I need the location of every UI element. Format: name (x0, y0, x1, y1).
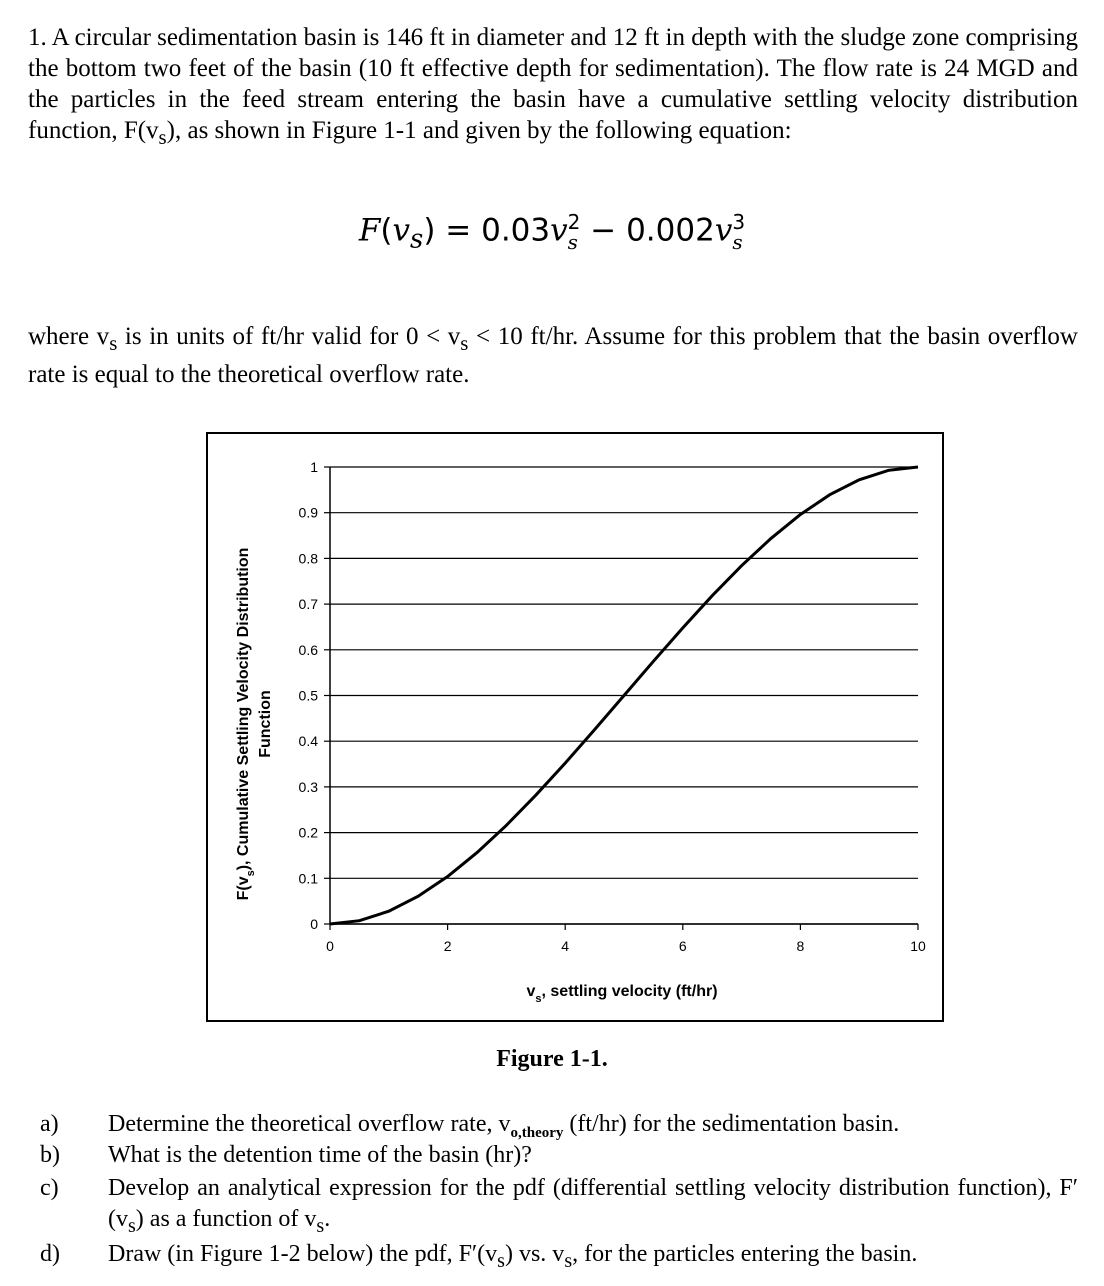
problem-intro-text: A circular sedimentation basin is 146 ft in diameter and 12 ft in depth with the sludge zone comprising the bottom two feet of the basin (10 ft effective depth for sedimentation). The flow rate is 24 MGD and the particles in the feed stream entering the basin have a cumulative settling velocity distribution function, F(v (28, 24, 1078, 144)
eq-sign: = (435, 212, 482, 249)
x-tick-label-5: 10 (910, 938, 926, 954)
x-tick-label-1: 2 (443, 938, 452, 954)
eq-sub1: s (567, 230, 578, 254)
where-text-2: is in units of ft/hr valid for 0 < v (117, 323, 461, 350)
question-d-text-end: , for the particles entering the basin. (572, 1241, 918, 1267)
question-c-text: Develop an analytical expression for the pdf (differential settling velocity distribution function), F′(v (108, 1175, 1078, 1232)
question-a-label: a) (40, 1111, 59, 1137)
question-c-label: c) (40, 1175, 59, 1201)
where-text-1: where v (28, 323, 110, 350)
y-tick-label-5: 0.5 (298, 687, 318, 704)
eq-minus: − (580, 212, 627, 249)
x-tick-label-0: 0 (326, 938, 334, 954)
problem-number: 1. (28, 24, 47, 51)
figure-caption: Figure 1-1. (496, 1046, 608, 1072)
y-tick-labels (299, 459, 319, 932)
question-c-text-end: . (324, 1206, 331, 1232)
x-tick-labels (326, 938, 926, 954)
y-tick-label-8: 0.8 (298, 550, 318, 567)
x-tick-label-4: 8 (796, 938, 805, 954)
y-tick-label-7: 0.7 (298, 596, 318, 613)
y-tick-label-0: 0 (310, 916, 318, 932)
question-c-sub2: s (316, 1214, 325, 1237)
eq-var1: v (550, 212, 568, 249)
chart-svg (208, 434, 946, 1024)
eq-sub2: s (732, 230, 743, 254)
eq-func: F (358, 212, 381, 249)
eq-coef1: 0.03 (481, 212, 551, 249)
where-paragraph (28, 321, 1078, 390)
where-sub-2: s (460, 331, 469, 355)
question-a-text-end: (ft/hr) for the sedimentation basin. (563, 1111, 900, 1137)
question-d-sub: s (497, 1249, 505, 1272)
question-d-sub2: s (564, 1249, 573, 1272)
y-tick-label-10: 1 (310, 459, 318, 475)
x-tick-label-2: 4 (561, 938, 570, 954)
y-tick-label-2: 0.2 (298, 824, 318, 841)
question-d-label: d) (40, 1241, 60, 1267)
figure-1-1 (206, 432, 944, 1022)
y-tick-label-3: 0.3 (298, 778, 318, 795)
y-axis-title-line1: $F(v_s)$, Cumulative Settling Velocity Distribution (235, 547, 257, 901)
question-b-text: What is the detention time of the basin (hr)? (108, 1142, 532, 1168)
eq-var2: v (714, 212, 733, 249)
question-d-text-2: ) vs. v (504, 1241, 565, 1267)
eq-exp2: 3 (732, 210, 746, 234)
question-c-sub: s (128, 1214, 136, 1237)
problem-intro-end: ), as shown in Figure 1-1 and given by the following equation: (166, 117, 792, 144)
x-axis-title: $v_s$, settling velocity (ft/hr) (526, 983, 718, 1005)
y-tick-label-6: 0.6 (298, 641, 318, 658)
equation: $F(v_s) = 0.03v$ 2 s − 0.002v 3 s (358, 210, 746, 255)
intro-subscript: s (158, 125, 167, 149)
y-tick-label-1: 0.1 (298, 870, 318, 887)
where-sub-1: s (109, 331, 118, 355)
eq-exp1: 2 (567, 210, 581, 234)
question-a-text: Determine the theoretical overflow rate, v (108, 1111, 511, 1137)
y-tick-label-4: 0.4 (298, 733, 318, 750)
eq-sub: s (410, 224, 424, 255)
y-axis-title-line2: Function (257, 690, 274, 758)
question-a-sub: o,theory (510, 1124, 564, 1141)
where-text-3: < 10 ft/hr. Assume for this problem that the basin overflow rate is equal to the theoretical overflow rate. (28, 323, 1078, 388)
question-c-text-2: ) as a function of v (135, 1206, 317, 1232)
question-d-text: Draw (in Figure 1-2 below) the pdf, F′(v (108, 1241, 498, 1267)
question-b-label: b) (40, 1142, 60, 1168)
problem-intro (28, 22, 1078, 153)
x-tick-label-3: 6 (678, 938, 687, 954)
y-tick-label-9: 0.9 (298, 504, 318, 521)
eq-var: v (392, 212, 411, 249)
eq-coef2: 0.002 (626, 212, 715, 249)
